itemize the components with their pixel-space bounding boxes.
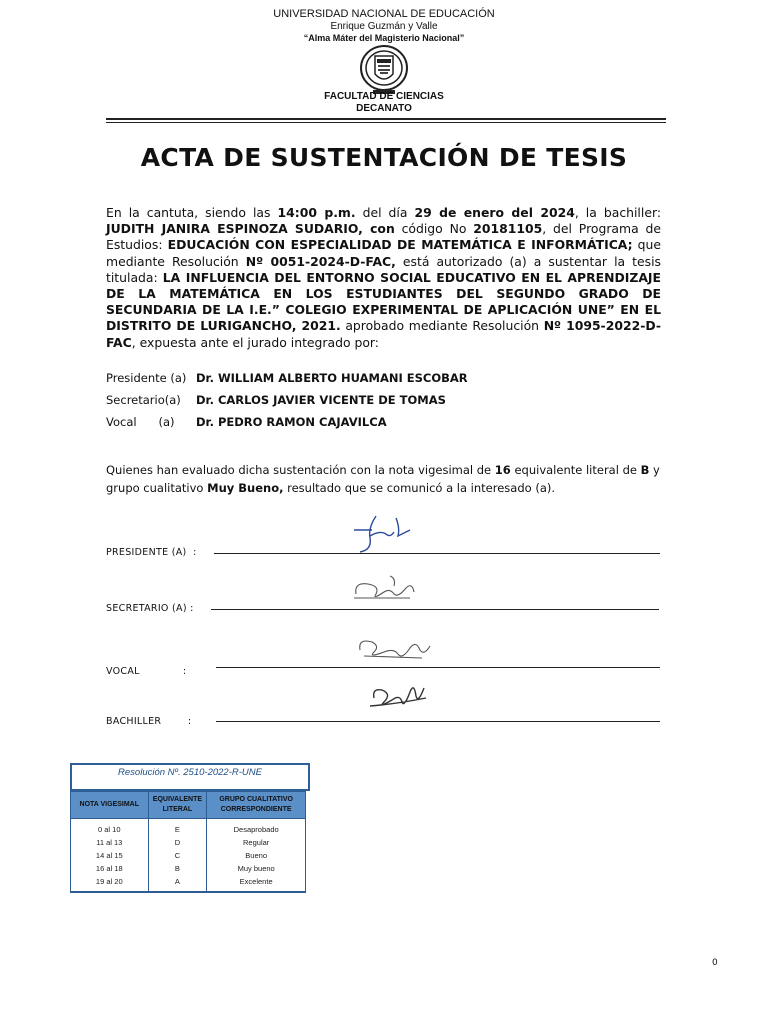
signature-label-secretary: SECRETARIO (A) :	[106, 603, 194, 614]
table-cell: Regular	[207, 836, 306, 849]
signature-label-bachelor: BACHILLER :	[106, 716, 192, 727]
body-text: , expuesta ante el jurado integrado por:	[131, 334, 379, 350]
table-row	[71, 819, 306, 837]
secretary-signature	[350, 568, 420, 608]
table-cell: E	[148, 819, 207, 837]
body-text: está autorizado (a) a sustentar la tesis titulada:	[106, 253, 661, 285]
grade-letter: B	[640, 463, 650, 477]
body-text: Quienes han evaluado dicha sustentación con la nota vigesimal de	[106, 463, 495, 477]
table-cell: Excelente	[207, 875, 306, 892]
signature-line	[214, 553, 660, 554]
jury-role: Vocal (a)	[106, 415, 175, 429]
table-cell: 11 al 13	[71, 836, 149, 849]
table-cell: A	[148, 875, 207, 892]
header-rule-thin	[106, 122, 666, 123]
body-text: del día	[355, 205, 415, 220]
table-row	[71, 862, 306, 875]
table-cell: Bueno	[207, 849, 306, 862]
grade-qualitative: Muy Bueno,	[207, 481, 284, 495]
table-cell: 14 al 15	[71, 849, 149, 862]
body-text: resultado que se comunicó a la interesado (a).	[283, 481, 556, 495]
defense-time: 14:00 p.m.	[277, 205, 356, 220]
table-header-row	[71, 792, 306, 819]
table-cell: 19 al 20	[71, 875, 149, 892]
table-cell: B	[148, 862, 207, 875]
grading-scale-table	[70, 791, 306, 893]
table-row	[71, 836, 306, 849]
table-cell: 16 al 18	[71, 862, 149, 875]
approval-resolution: Nº 1095-2022-D-FAC	[106, 318, 661, 350]
body-text: equivalente literal de	[510, 463, 641, 477]
table-cell: 0 al 10	[71, 819, 149, 837]
authorization-resolution: Nº 0051	[245, 253, 305, 269]
study-program: EDUCACIÓN CON ESPECIALIDAD DE MATEMÁTICA E INFORMÁTICA;	[167, 237, 633, 253]
jury-member-name: Dr. WILLIAM ALBERTO HUAMANI ESCOBAR	[196, 371, 468, 385]
table-row	[71, 849, 306, 862]
president-signature	[346, 508, 416, 556]
student-code: 20181105	[473, 221, 543, 237]
vocal-signature	[350, 630, 435, 666]
body-paragraph	[106, 205, 661, 351]
bachelor-signature	[366, 674, 430, 714]
table-cell: D	[148, 836, 207, 849]
body-text: y grupo cualitativo	[106, 463, 660, 495]
jury-vocal	[106, 415, 387, 429]
signature-line	[216, 721, 660, 722]
page-number: 0	[712, 958, 718, 968]
authorization-resolution-suffix: -2024-D-FAC,	[304, 253, 396, 269]
thesis-title: LA INFLUENCIA DEL ENTORNO SOCIAL EDUCATIVO EN EL APRENDIZAJE DE LA MATEMÁTICA EN LOS ESTUDIANTES DEL SEGUNDO GRADO DE SECUNDARIA DE LA I.E.” COLEGIO EXPERIMENTAL DE APLICACIÓN UNE” EN EL DISTRITO DE LURIGANCHO, 2021.	[106, 269, 661, 334]
jury-role: Secretario(a)	[106, 393, 181, 407]
faculty-name: FACULTAD DE CIENCIAS	[324, 91, 444, 102]
body-text: , del Programa de Estudios:	[106, 221, 662, 253]
column-header: EQUIVALENTE LITERAL	[148, 792, 207, 819]
document-title: ACTA DE SUSTENTACIÓN DE TESIS	[140, 143, 628, 172]
signature-label-president: PRESIDENTE (A) :	[106, 547, 197, 558]
defense-date: 29 de enero del 2024	[414, 205, 575, 220]
body-text: aprobado mediante Resolución	[340, 318, 544, 334]
body-text: , la bachiller:	[574, 205, 661, 220]
faculty-office	[0, 91, 768, 115]
body-text: que mediante Resolución	[106, 237, 662, 269]
scale-resolution: Resolución Nº. 2510-2022-R-UNE	[118, 767, 262, 778]
body-text: código No	[394, 221, 474, 237]
university-name: UNIVERSIDAD NACIONAL DE EDUCACIÓN	[273, 8, 495, 20]
signature-line	[211, 609, 659, 610]
office-name: DECANATO	[356, 103, 412, 114]
evaluation-paragraph	[106, 461, 686, 497]
university-subname: Enrique Guzmán y Valle	[330, 21, 438, 32]
jury-secretary	[106, 393, 446, 407]
signature-label-vocal: VOCAL :	[106, 666, 187, 677]
jury-president	[106, 371, 468, 385]
jury-member-name: Dr. PEDRO RAMON CAJAVILCA	[196, 415, 387, 429]
column-header: GRUPO CUALITATIVO CORRESPONDIENTE	[207, 792, 306, 819]
university-seal-icon	[359, 44, 409, 96]
table-cell: Desaprobado	[207, 819, 306, 837]
body-text: En la cantuta, siendo las	[106, 205, 278, 220]
signature-line	[216, 667, 660, 668]
table-cell: C	[148, 849, 207, 862]
grade-number: 16	[494, 463, 511, 477]
university-motto: “Alma Máter del Magisterio Nacional”	[303, 33, 465, 43]
jury-member-name: Dr. CARLOS JAVIER VICENTE DE TOMAS	[196, 393, 446, 407]
jury-role: Presidente (a)	[106, 371, 187, 385]
table-cell: Muy bueno	[207, 862, 306, 875]
header-rule	[106, 118, 666, 120]
student-name: JUDITH JANIRA ESPINOZA SUDARIO, con	[106, 221, 395, 237]
table-row	[71, 875, 306, 892]
column-header: NOTA VIGESIMAL	[71, 792, 149, 819]
